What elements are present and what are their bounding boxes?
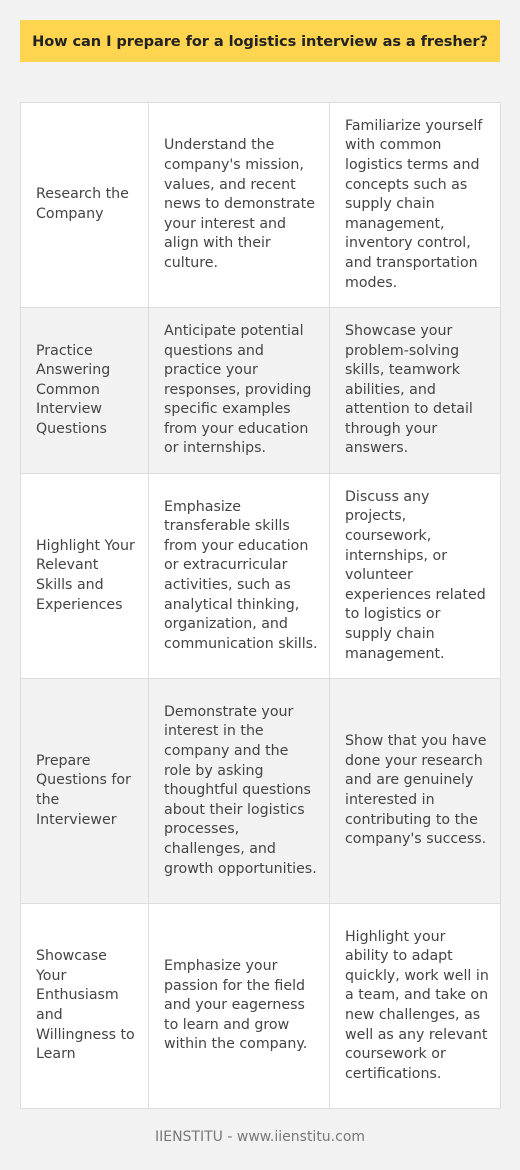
detail-cell: Understand the company's mission, values, and recent news to demonstrate your interest and align with their culture.	[149, 103, 330, 308]
footer-credit: IIENSTITU - www.iienstitu.com	[154, 1129, 366, 1145]
detail-cell: Showcase your problem-solving skills, teamwork abilities, and attention to detail through your answers.	[330, 308, 501, 474]
table-row	[21, 474, 501, 679]
title-banner	[20, 20, 500, 62]
detail-cell: Show that you have done your research and are genuinely interested in contributing to the company's success.	[330, 679, 501, 904]
detail-cell: Demonstrate your interest in the company and the role by asking thoughtful questions about their logistics processes, challenges, and growth opportunities.	[149, 679, 330, 904]
detail-cell: Emphasize transferable skills from your education or extracurricular activities, such as analytical thinking, organization, and communication skills.	[149, 474, 330, 679]
tips-table	[20, 102, 501, 1109]
topic-cell: Highlight Your Relevant Skills and Experiences	[21, 474, 149, 679]
topic-cell: Practice Answering Common Interview Questions	[21, 308, 149, 474]
table-row	[21, 103, 501, 308]
detail-cell: Discuss any projects, coursework, internships, or volunteer experiences related to logistics or supply chain management.	[330, 474, 501, 679]
detail-cell: Anticipate potential questions and practice your responses, providing specific examples from your education or internships.	[149, 308, 330, 474]
page-title: How can I prepare for a logistics interview as a fresher?	[32, 32, 488, 50]
detail-cell: Highlight your ability to adapt quickly, work well in a team, and take on new challenges, as well as any relevant coursework or certifications.	[330, 904, 501, 1109]
table-row	[21, 679, 501, 904]
topic-cell: Research the Company	[21, 103, 149, 308]
topic-cell: Showcase Your Enthusiasm and Willingness to Learn	[21, 904, 149, 1109]
detail-cell: Emphasize your passion for the field and your eagerness to learn and grow within the company.	[149, 904, 330, 1109]
topic-cell: Prepare Questions for the Interviewer	[21, 679, 149, 904]
detail-cell: Familiarize yourself with common logistics terms and concepts such as supply chain management, inventory control, and transportation modes.	[330, 103, 501, 308]
table-row	[21, 904, 501, 1109]
table-row	[21, 308, 501, 474]
